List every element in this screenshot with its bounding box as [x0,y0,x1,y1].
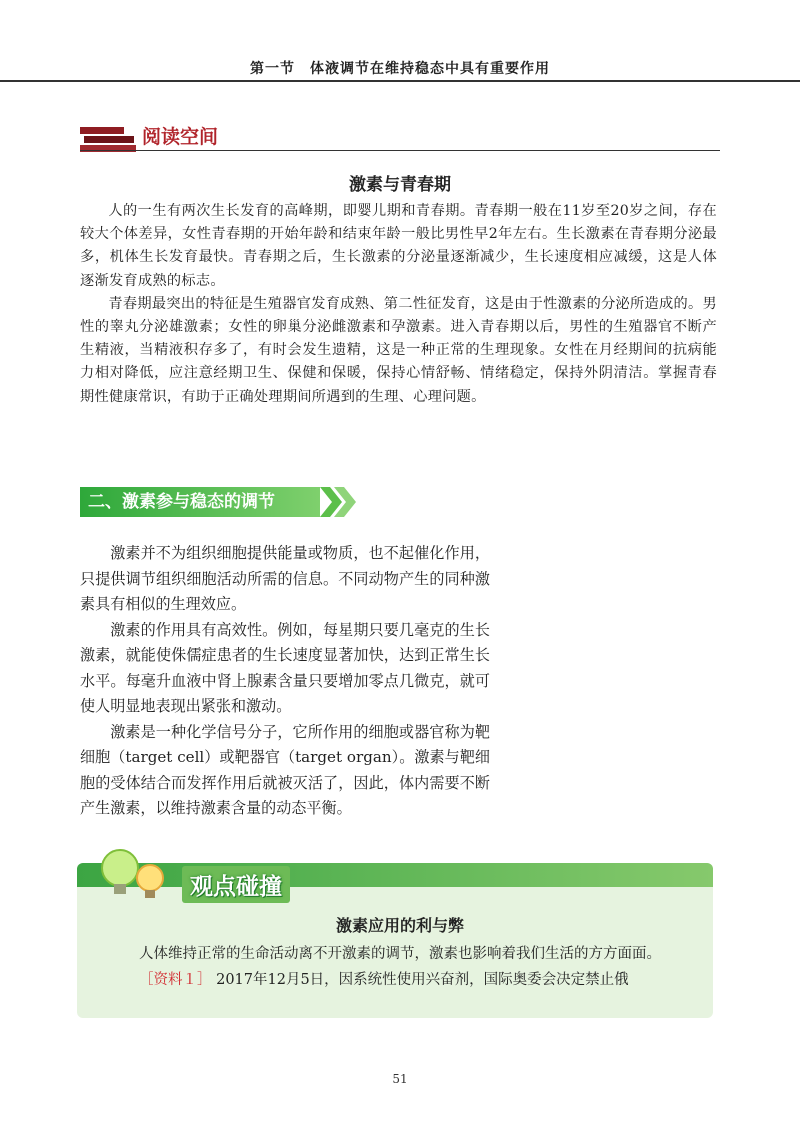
double-chevron-icon [318,485,358,519]
reading-article-title: 激素与青春期 [349,175,451,195]
viewpoint-label: 观点碰撞 [182,866,290,903]
header-rule [0,80,800,82]
section-body [80,541,490,822]
material-text: 2017年12月5日，因系统性使用兴奋剂，国际奥委会决定禁止俄 [216,972,629,988]
page-number: 51 [392,1072,408,1086]
reading-paragraph: 人的一生有两次生长发育的高峰期，即婴儿期和青春期。青春期一般在11岁至20岁之间，存在较大个体差异，女性青春期的开始年龄和结束年龄一般比男性早2年左右。生长激素在青春期分泌最多，机体生长发育最快。青春期之后，生长激素的分泌量逐渐减少，生长速度相应减缓，这是人体逐渐发育成熟的标志。 [80,203,717,289]
body-paragraph: 激素的作用具有高效性。例如，每星期只要几毫克的生长激素，就能使侏儒症患者的生长速度显著加快，达到正常生长水平。每毫升血液中肾上腺素含量只要增加零点几微克，就可使人明显地表现出紧张和激动。 [80,620,490,715]
section-heading: 二、激素参与稳态的调节 [80,487,320,517]
books-icon [80,125,136,153]
debate-title: 激素应用的利与弊 [335,916,464,935]
reading-paragraph: 青春期最突出的特征是生殖器官发育成熟、第二性征发育，这是由于性激素的分泌所造成的。男性的睾丸分泌雄激素；女性的卵巢分泌雌激素和孕激素。进入青春期以后，男性的生殖器官不断产生精液，当精液积存多了，有时会发生遗精，这是一种正常的生理现象。女性在月经期间的抗病能力相对降低，应注意经期卫生、保健和保暖，保持心情舒畅、情绪稳定，保持外阴清洁。掌握青春期性健康常识，有助于正确处理期间所遇到的生理、心理问题。 [80,295,717,405]
reading-body [80,200,717,409]
light-bulb-icon [94,846,174,902]
running-header-title: 第一节 体液调节在维持稳态中具有重要作用 [250,61,550,77]
debate-intro: 人体维持正常的生命活动离不开激素的调节，激素也影响着我们生活的方方面面。 [139,946,661,962]
reading-section-label: 阅读空间 [142,126,219,148]
body-paragraph: 激素是一种化学信号分子，它所作用的细胞或器官称为靶细胞（target cell）或靶器官（target organ）。激素与靶细胞的受体结合而发挥作用后就被灭活了，因此，体内需要不断产生激素，以维持激素含量的动态平衡。 [80,722,490,817]
material-tag: ［资料１］ [139,972,212,988]
body-paragraph: 激素并不为组织细胞提供能量或物质，也不起催化作用，只提供调节组织细胞活动所需的信息。不同动物产生的同种激素具有相似的生理效应。 [80,544,490,613]
reading-rule [80,150,720,151]
debate-material [110,968,700,992]
